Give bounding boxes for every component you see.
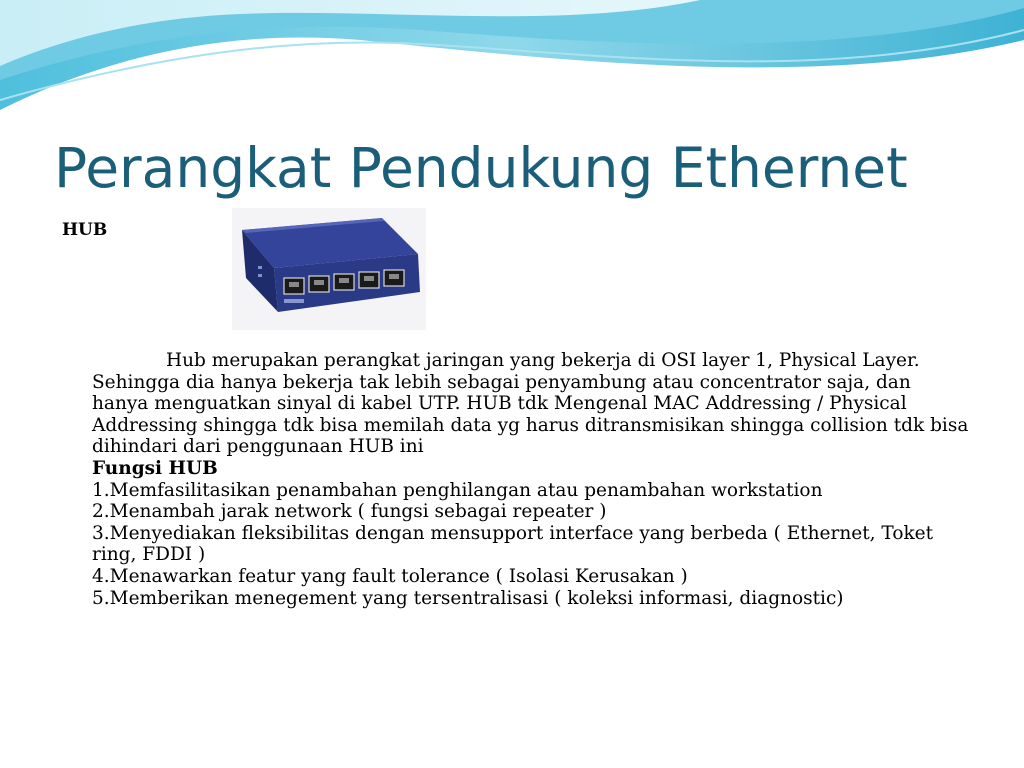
page-title: Perangkat Pendukung Ethernet — [54, 136, 908, 200]
fungsi-item-1: 1.Memfasilitasikan penambahan penghilangan atau penambahan workstation — [92, 479, 823, 501]
hub-description — [92, 350, 972, 609]
fungsi-item-3: 3.Menyediakan fleksibilitas dengan mensupport interface yang berbeda ( Ethernet, Toket ring, FDDI ) — [92, 522, 934, 566]
fungsi-item-5: 5.Memberikan menegement yang tersentralisasi ( koleksi informasi, diagnostic) — [92, 587, 844, 609]
hub-paragraph: Hub merupakan perangkat jaringan yang bekerja di OSI layer 1, Physical Layer. Sehingga dia hanya bekerja tak lebih sebagai penyambung atau concentrator saja, dan hanya menguatkan sinyal di kabel UTP. HUB tdk Mengenal MAC Addressing / Physical Addressing shingga tdk bisa memilah data yg harus ditransmisikan shingga collision tdk bisa dihindari dari penggunaan HUB ini — [92, 350, 969, 458]
header-wave-decoration — [0, 0, 1024, 120]
network-hub-icon — [232, 208, 426, 330]
fungsi-heading: Fungsi HUB — [92, 457, 218, 479]
fungsi-item-2: 2.Menambah jarak network ( fungsi sebagai repeater ) — [92, 501, 607, 523]
hub-label: HUB — [62, 220, 108, 240]
fungsi-item-4: 4.Menawarkan featur yang fault tolerance ( Isolasi Kerusakan ) — [92, 565, 688, 587]
